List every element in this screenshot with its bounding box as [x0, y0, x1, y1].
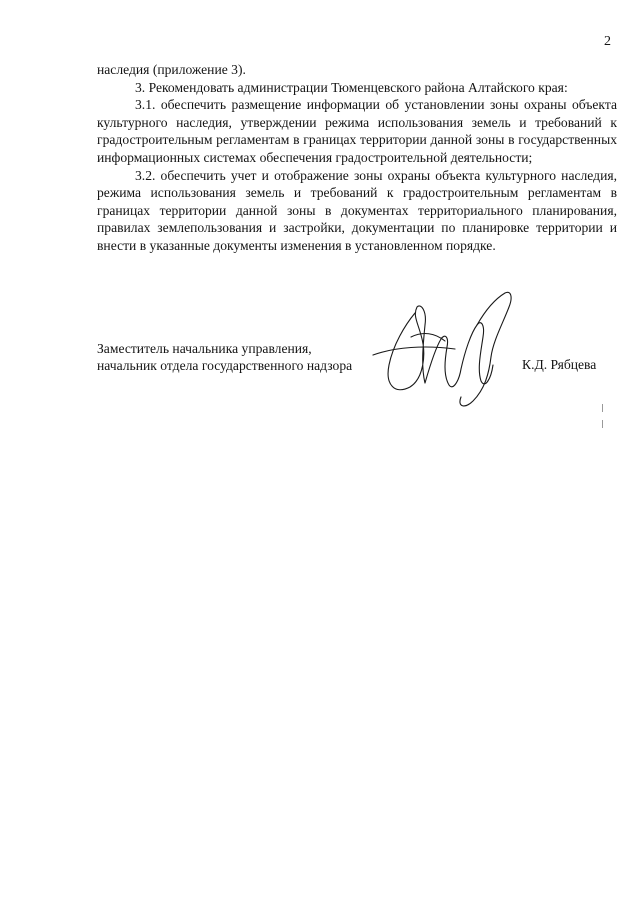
paragraph-recommendation: 3. Рекомендовать администрации Тюменцевского района Алтайского края:	[135, 79, 568, 95]
handwritten-signature	[365, 285, 525, 415]
margin-tick-mark	[602, 404, 603, 412]
margin-tick-mark	[602, 420, 603, 428]
signatory-name: К.Д. Рябцева	[522, 357, 597, 372]
signatory-title-line-1: Заместитель начальника управления,	[97, 341, 312, 356]
paragraph-item-3-2: 3.2. обеспечить учет и отображение зоны охраны объекта культурного наследия, режима использования земель и требований к градостроительным регламентам в границах территории данной зоны в документах территориального планирования, правилах землепользования и застройки, документации по планировке территории и внести в указанные документы изменения в установленном порядке.	[97, 167, 617, 253]
signatory-title-line-2: начальник отдела государственного надзора	[97, 358, 353, 373]
document-body	[97, 61, 617, 255]
paragraph-continuation: наследия (приложение 3).	[97, 62, 246, 77]
signatory-title	[97, 340, 352, 374]
paragraph-item-3-1: 3.1. обеспечить размещение информации об установлении зоны охраны объекта культурного наследия, утверждении режима использования земель и требований к градостроительным регламентам в границах территории данной зоны в государственных информационных системах обеспечения градостроительной деятельности;	[97, 97, 617, 165]
page-number: 2	[604, 34, 611, 49]
